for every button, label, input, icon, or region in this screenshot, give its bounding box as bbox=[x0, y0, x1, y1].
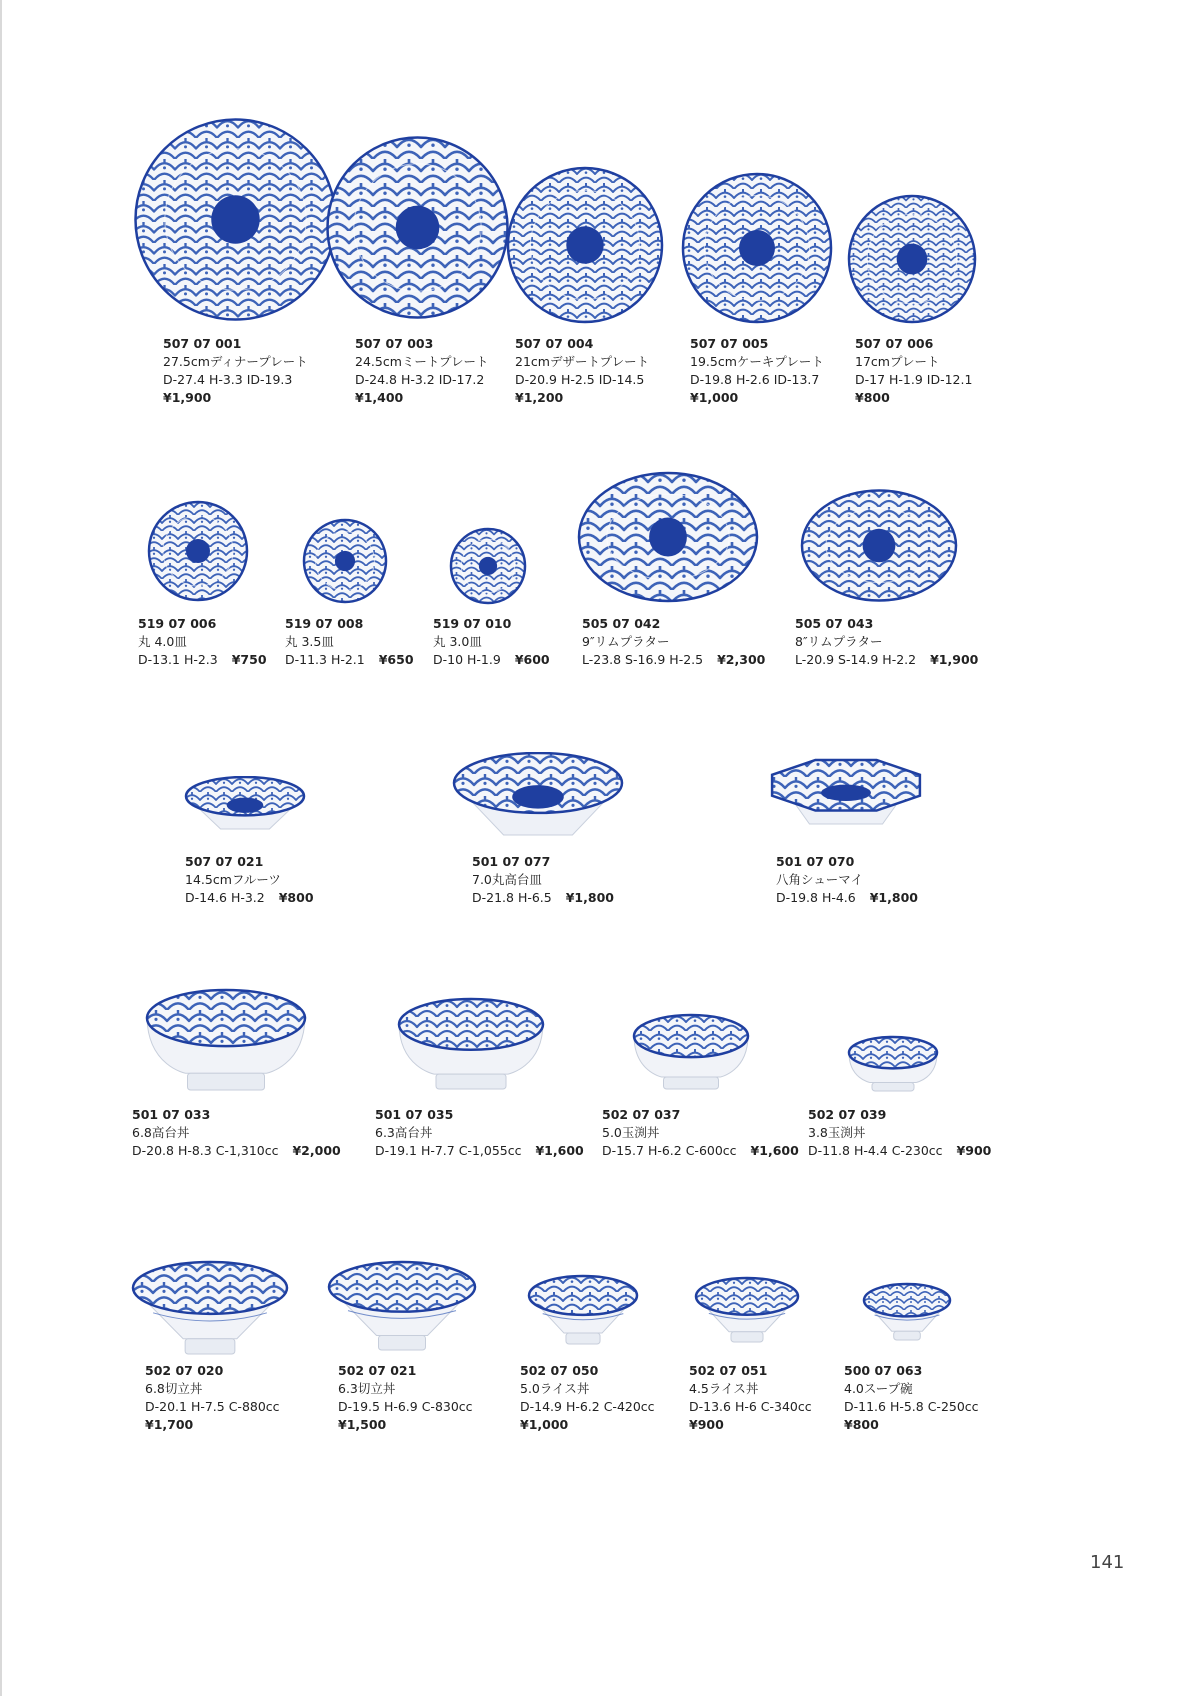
product-price: ¥1,200 bbox=[515, 390, 564, 405]
product-name: 丸 3.0皿 bbox=[433, 634, 482, 649]
product-price: ¥1,700 bbox=[145, 1417, 194, 1432]
product-label bbox=[338, 1362, 473, 1434]
rice-bowl-50-image bbox=[527, 1274, 639, 1346]
product-code: 519 07 006 bbox=[138, 616, 217, 631]
fruit-dish-image bbox=[184, 776, 306, 832]
product-spec: D-14.6 H-3.2 bbox=[185, 890, 265, 905]
product-price: ¥800 bbox=[844, 1417, 879, 1432]
product-label bbox=[855, 335, 972, 407]
product-name: 5.0ライス丼 bbox=[520, 1381, 590, 1396]
product-label bbox=[602, 1106, 799, 1160]
product-code: 501 07 070 bbox=[776, 854, 855, 869]
product-spec: D-14.9 H-6.2 C-420cc bbox=[520, 1399, 655, 1414]
product-price: ¥900 bbox=[956, 1143, 992, 1158]
product-code: 507 07 003 bbox=[355, 336, 434, 351]
rice-bowl-45-image bbox=[694, 1276, 800, 1344]
conical-bowl-68-image bbox=[131, 1260, 289, 1356]
page-edge bbox=[0, 0, 2, 1696]
product-price: ¥800 bbox=[855, 390, 890, 405]
product-price: ¥1,600 bbox=[750, 1143, 799, 1158]
product-label bbox=[472, 853, 614, 907]
product-code: 505 07 043 bbox=[795, 616, 874, 631]
product-code: 501 07 035 bbox=[375, 1107, 454, 1122]
product-spec: D-19.8 H-2.6 ID-13.7 bbox=[690, 372, 820, 387]
product-price: ¥1,000 bbox=[690, 390, 739, 405]
product-spec: D-20.8 H-8.3 C-1,310cc bbox=[132, 1143, 279, 1158]
product-price: ¥800 bbox=[278, 890, 314, 905]
product-price: ¥1,400 bbox=[355, 390, 404, 405]
product-name: 丸 4.0皿 bbox=[138, 634, 187, 649]
product-code: 502 07 039 bbox=[808, 1107, 887, 1122]
product-spec: D-15.7 H-6.2 C-600cc bbox=[602, 1143, 737, 1158]
product-label bbox=[515, 335, 649, 407]
product-name: 6.8高台丼 bbox=[132, 1125, 190, 1140]
product-spec: D-19.5 H-6.9 C-830cc bbox=[338, 1399, 473, 1414]
dessert-plate-image bbox=[505, 165, 665, 325]
product-spec: D-11.6 H-5.8 C-250cc bbox=[844, 1399, 979, 1414]
product-code: 501 07 077 bbox=[472, 854, 551, 869]
product-label bbox=[808, 1106, 991, 1160]
product-name: 14.5cmフルーツ bbox=[185, 872, 281, 887]
product-price: ¥2,000 bbox=[292, 1143, 341, 1158]
product-spec: D-13.6 H-6 C-340cc bbox=[689, 1399, 812, 1414]
round-dish-4-image bbox=[146, 499, 250, 603]
product-name: 4.5ライス丼 bbox=[689, 1381, 759, 1396]
product-price: ¥600 bbox=[514, 652, 550, 667]
product-code: 519 07 008 bbox=[285, 616, 364, 631]
rimmed-bowl-50-image bbox=[632, 1013, 750, 1091]
product-code: 502 07 021 bbox=[338, 1363, 417, 1378]
product-name: 8″リムプラター bbox=[795, 634, 883, 649]
product-label bbox=[185, 853, 314, 907]
product-spec: D-20.1 H-7.5 C-880cc bbox=[145, 1399, 280, 1414]
product-label bbox=[582, 615, 765, 669]
product-spec: D-10 H-1.9 bbox=[433, 652, 501, 667]
round-dish-3-image bbox=[449, 527, 527, 605]
product-label bbox=[844, 1362, 979, 1434]
product-price: ¥650 bbox=[378, 652, 414, 667]
product-code: 505 07 042 bbox=[582, 616, 661, 631]
product-label bbox=[433, 615, 550, 669]
product-spec: D-17 H-1.9 ID-12.1 bbox=[855, 372, 973, 387]
cake-plate-image bbox=[680, 171, 834, 325]
product-name: 21cmデザートプレート bbox=[515, 354, 650, 369]
product-label bbox=[163, 335, 308, 407]
product-spec: D-20.9 H-2.5 ID-14.5 bbox=[515, 372, 645, 387]
product-price: ¥1,000 bbox=[520, 1417, 569, 1432]
product-name: 3.8玉渕丼 bbox=[808, 1125, 866, 1140]
product-label bbox=[776, 853, 918, 907]
conical-bowl-63-image bbox=[327, 1260, 477, 1352]
product-name: 6.8切立丼 bbox=[145, 1381, 203, 1396]
product-label bbox=[145, 1362, 280, 1434]
product-spec: D-19.1 H-7.7 C-1,055cc bbox=[375, 1143, 522, 1158]
product-name: 27.5cmディナープレート bbox=[163, 354, 308, 369]
round-dish-35-image bbox=[302, 518, 388, 604]
product-code: 502 07 051 bbox=[689, 1363, 768, 1378]
product-spec: D-11.8 H-4.4 C-230cc bbox=[808, 1143, 943, 1158]
product-label bbox=[285, 615, 414, 669]
product-spec: D-27.4 H-3.3 ID-19.3 bbox=[163, 372, 293, 387]
octagonal-dish-image bbox=[763, 755, 929, 827]
product-price: ¥900 bbox=[689, 1417, 724, 1432]
dinner-plate-image bbox=[133, 117, 338, 322]
product-name: 24.5cmミートプレート bbox=[355, 354, 489, 369]
product-label bbox=[690, 335, 824, 407]
product-name: 5.0玉渕丼 bbox=[602, 1125, 660, 1140]
product-label bbox=[795, 615, 978, 669]
rimmed-bowl-38-image bbox=[847, 1035, 939, 1093]
meat-plate-image bbox=[325, 135, 510, 320]
product-code: 519 07 010 bbox=[433, 616, 512, 631]
product-name: 八角シューマイ bbox=[776, 872, 864, 887]
product-code: 507 07 021 bbox=[185, 854, 264, 869]
product-name: 9″リムプラター bbox=[582, 634, 670, 649]
product-code: 507 07 006 bbox=[855, 336, 934, 351]
product-price: ¥1,800 bbox=[869, 890, 918, 905]
rim-platter-9-image bbox=[576, 470, 760, 604]
product-price: ¥1,900 bbox=[930, 652, 979, 667]
product-price: ¥1,600 bbox=[535, 1143, 584, 1158]
product-code: 507 07 005 bbox=[690, 336, 769, 351]
product-label bbox=[520, 1362, 655, 1434]
product-name: 4.0スープ碗 bbox=[844, 1381, 913, 1396]
product-code: 502 07 050 bbox=[520, 1363, 599, 1378]
product-label bbox=[355, 335, 489, 407]
product-price: ¥2,300 bbox=[717, 652, 766, 667]
product-spec: D-21.8 H-6.5 bbox=[472, 890, 552, 905]
product-spec: L-23.8 S-16.9 H-2.5 bbox=[582, 652, 704, 667]
product-spec: L-20.9 S-14.9 H-2.2 bbox=[795, 652, 917, 667]
product-price: ¥1,500 bbox=[338, 1417, 387, 1432]
product-spec: D-13.1 H-2.3 bbox=[138, 652, 218, 667]
product-code: 501 07 033 bbox=[132, 1107, 211, 1122]
product-name: 6.3切立丼 bbox=[338, 1381, 396, 1396]
product-spec: D-11.3 H-2.1 bbox=[285, 652, 365, 667]
product-label bbox=[132, 1106, 341, 1160]
product-price: ¥1,800 bbox=[565, 890, 614, 905]
product-spec: D-24.8 H-3.2 ID-17.2 bbox=[355, 372, 485, 387]
soup-bowl-image bbox=[862, 1282, 952, 1342]
product-label bbox=[138, 615, 267, 669]
product-label bbox=[375, 1106, 584, 1160]
footed-bowl-63-image bbox=[397, 997, 545, 1091]
product-name: 17cmプレート bbox=[855, 354, 940, 369]
rim-platter-8-image bbox=[799, 487, 959, 604]
product-spec: D-19.8 H-4.6 bbox=[776, 890, 856, 905]
product-code: 502 07 037 bbox=[602, 1107, 681, 1122]
product-label bbox=[689, 1362, 812, 1434]
product-code: 507 07 004 bbox=[515, 336, 594, 351]
product-name: 7.0丸高台皿 bbox=[472, 872, 542, 887]
product-code: 502 07 020 bbox=[145, 1363, 224, 1378]
page-number: 141 bbox=[1090, 1552, 1125, 1573]
footed-bowl-68-image bbox=[145, 988, 307, 1092]
product-name: 19.5cmケーキプレート bbox=[690, 354, 824, 369]
product-name: 丸 3.5皿 bbox=[285, 634, 334, 649]
product-code: 507 07 001 bbox=[163, 336, 242, 351]
footed-dish-image bbox=[452, 752, 624, 838]
product-price: ¥750 bbox=[231, 652, 267, 667]
product-code: 500 07 063 bbox=[844, 1363, 923, 1378]
product-name: 6.3高台丼 bbox=[375, 1125, 433, 1140]
product-price: ¥1,900 bbox=[163, 390, 212, 405]
plate-17cm-image bbox=[846, 193, 978, 325]
